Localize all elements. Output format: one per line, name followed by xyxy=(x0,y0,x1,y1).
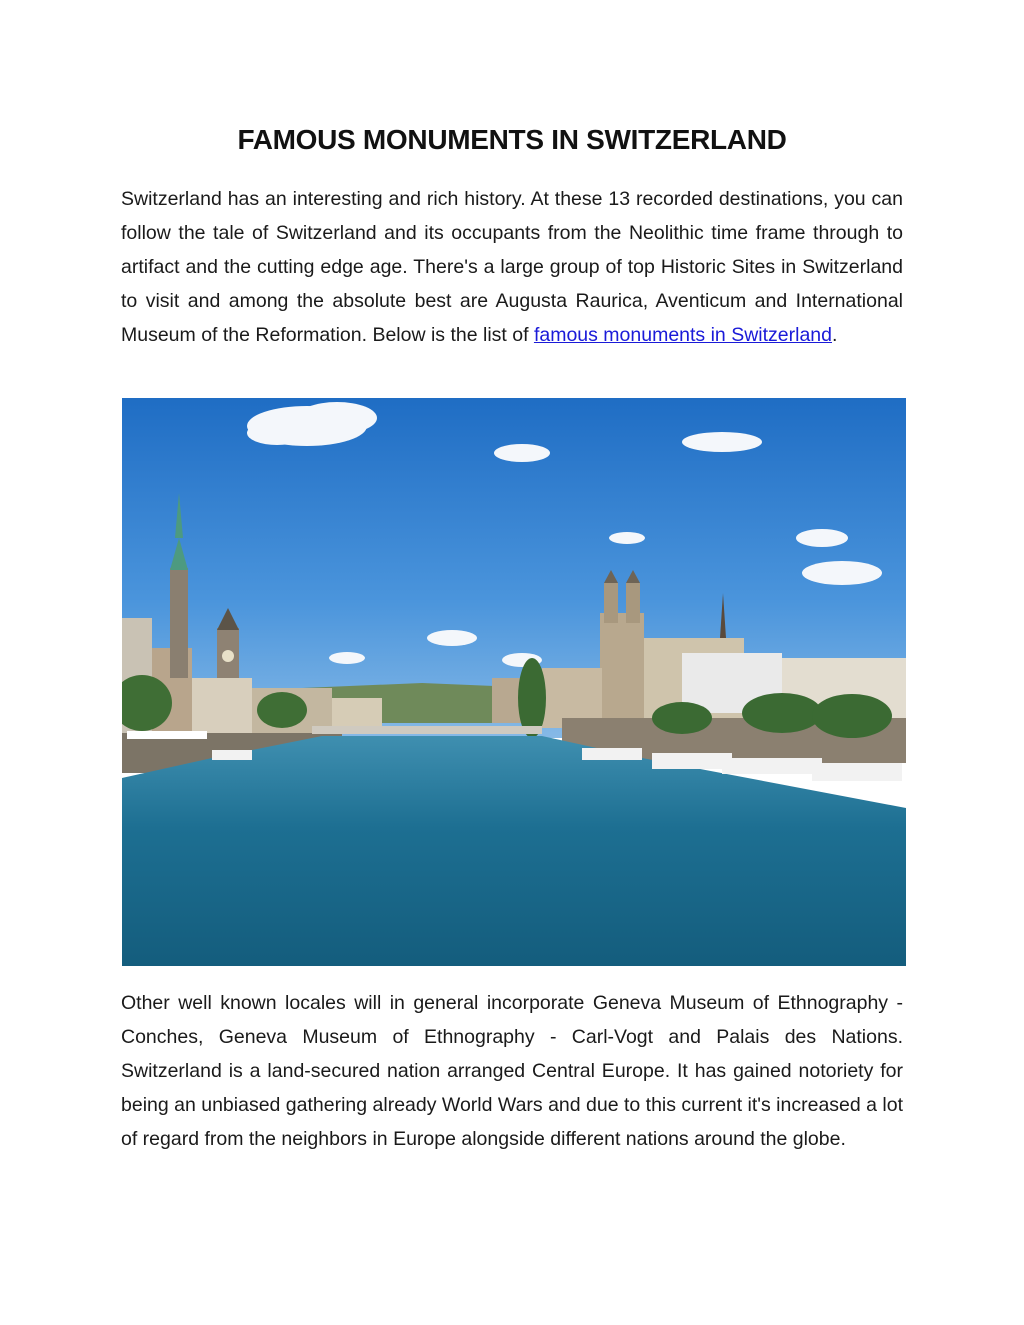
famous-monuments-link[interactable]: famous monuments in Switzerland xyxy=(533,324,832,346)
bridge xyxy=(312,726,542,734)
intro-period: . xyxy=(832,324,838,346)
zurich-river-photo xyxy=(122,398,906,966)
body-paragraph: Other well known locales will in general incorporate Geneva Museum of Ethnography - Conches, Geneva Museum of Ethnography - Carl-Vogt and Palais des Nations. Switzerland is a land-secured nation arranged Central Europe. It has gained notoriety for being an unbiased gathering already World Wars and due to this current it's increased a lot of regard from the neighbors in Europe alongside different nations around the globe. xyxy=(121,992,904,1150)
page-title: FAMOUS MONUMENTS IN SWITZERLAND xyxy=(237,124,787,155)
umbrellas xyxy=(127,731,207,739)
intro-text: Switzerland has an interesting and rich history. At these 13 recorded destinations, you can follow the tale of Switzerland and its occupants from the Neolithic time frame through to artifact and the cutting edge age. There's a large group of top Historic Sites in Switzerland to visit and among the absolute best are Augusta Raurica, Aventicum and International Museum of the Reformation. Below is the list of xyxy=(121,188,903,346)
intro-paragraph xyxy=(121,182,903,352)
